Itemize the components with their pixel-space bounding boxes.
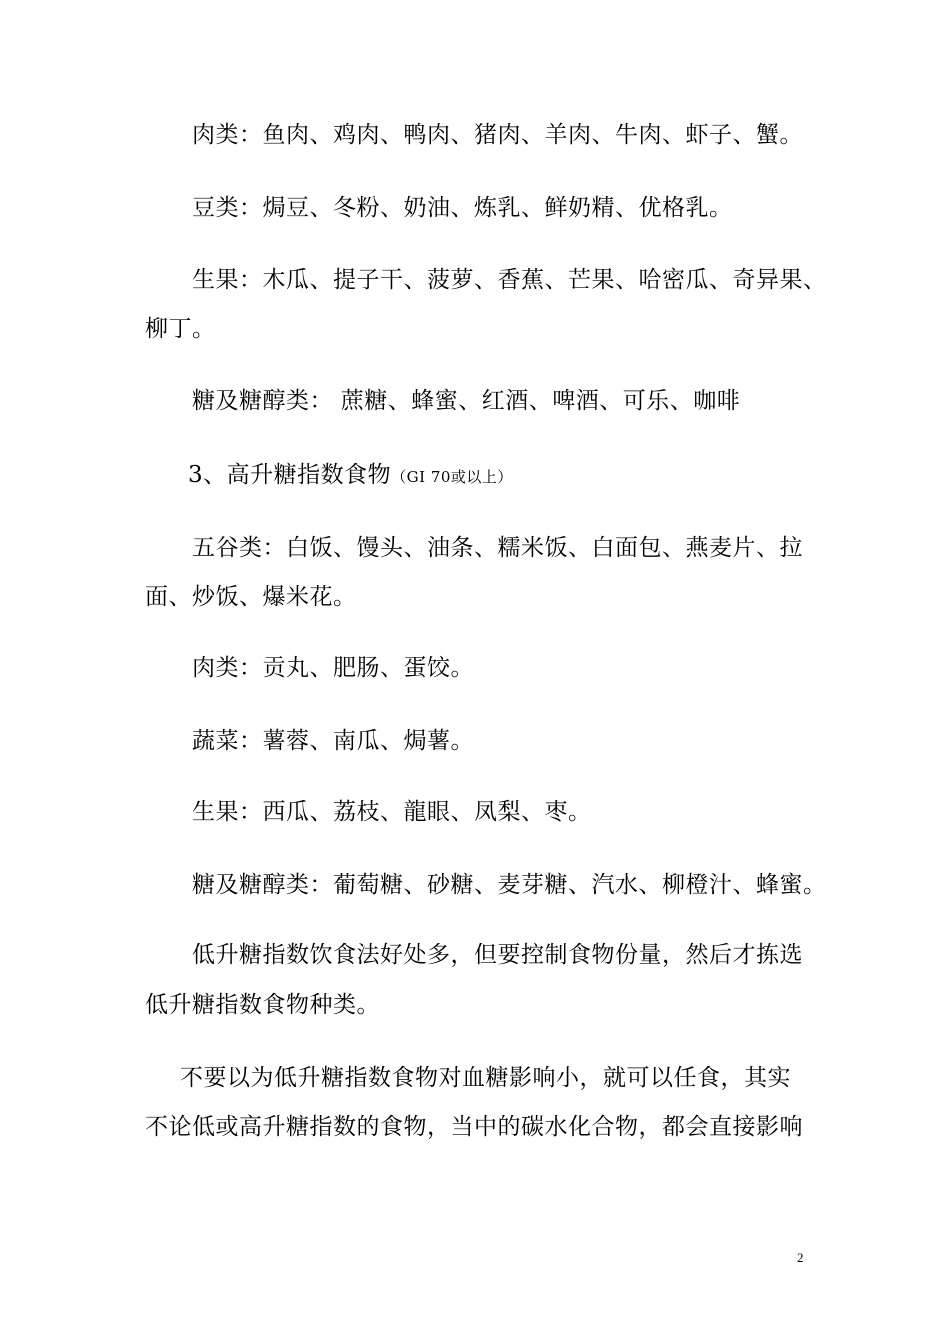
text-line-sugar-high: 糖及糖醇类：葡萄糖、砂糖、麦芽糖、汽水、柳橙汁、蜂蜜。 [192, 872, 827, 898]
text-line-summary-1-cont: 低升糖指数食物种类。 [145, 992, 380, 1018]
text-line-summary-1: 低升糖指数饮食法好处多，但要控制食物份量，然后才拣选 [192, 942, 803, 968]
text-line-fruit-medium: 生果：木瓜、提子干、菠萝、香蕉、芒果、哈密瓜、奇异果、 [192, 267, 827, 293]
text-line-beans: 豆类：焗豆、冬粉、奶油、炼乳、鲜奶精、优格乳。 [192, 195, 733, 221]
text-line-grains-high-cont: 面、炒饭、爆米花。 [145, 584, 357, 610]
text-line-fruit-medium-cont: 柳丁。 [145, 316, 216, 342]
text-line-summary-2: 不要以为低升糖指数食物对血糖影响小，就可以任食，其实 [180, 1065, 791, 1091]
section-heading-high-gi [188, 460, 513, 492]
text-line-grains-high: 五谷类：白饭、馒头、油条、糯米饭、白面包、燕麦片、拉 [192, 535, 803, 561]
text-line-meat-high: 肉类：贡丸、肥肠、蛋饺。 [192, 655, 474, 681]
text-line-meat-low: 肉类：鱼肉、鸡肉、鸭肉、猪肉、羊肉、牛肉、虾子、蟹。 [192, 122, 803, 148]
section-heading-note: （GI 70或以上） [391, 468, 513, 486]
text-line-sugar-medium: 糖及糖醇类： 蔗糖、蜂蜜、红酒、啤酒、可乐、咖啡 [192, 388, 741, 414]
page-number: 2 [797, 1250, 804, 1265]
text-line-vegetables-high: 蔬菜：薯蓉、南瓜、焗薯。 [192, 728, 474, 754]
section-heading-title: 3、高升糖指数食物 [188, 462, 392, 488]
text-line-summary-2-cont: 不论低或高升糖指数的食物，当中的碳水化合物，都会直接影响 [145, 1114, 803, 1140]
text-line-fruit-high: 生果：西瓜、荔枝、龍眼、凤梨、枣。 [192, 799, 592, 825]
